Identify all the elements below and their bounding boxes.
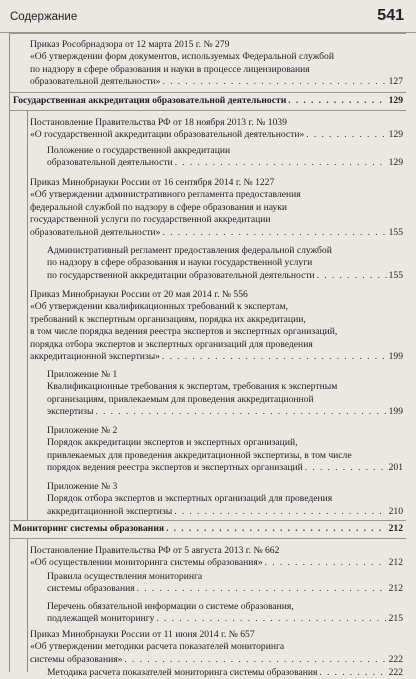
entry-text: образовательной деятельности» <box>30 226 161 238</box>
entry-text: привлекаемых для проведения аккредитационной экспертизы, в том числе <box>47 449 352 461</box>
toc-subentry[interactable] <box>47 245 403 282</box>
entry-text: «Об утверждении форм документов, используемых Федеральной службой <box>30 51 334 63</box>
dot-leader <box>317 270 387 282</box>
entry-text: по государственной аккредитации образовательной деятельности <box>47 269 315 281</box>
entry-text: государственной услуги по государственной аккредитации <box>30 214 271 226</box>
entry-text: образовательной деятельности» <box>30 76 161 88</box>
entry-text: Перечень обязательной информации о системе образования, <box>47 601 294 612</box>
entry-text: Мониторинг системы образования <box>13 523 165 534</box>
dot-leader <box>306 129 386 141</box>
entry-page-number: 222 <box>388 667 403 678</box>
entry-page-number: 155 <box>388 269 403 281</box>
inner-rule <box>27 539 28 672</box>
dot-leader <box>162 227 386 239</box>
entry-text: образовательной деятельности <box>47 157 173 169</box>
dot-leader <box>137 583 387 595</box>
entry-text: по надзору в сфере образования и науки государственной услуги <box>47 257 313 269</box>
dot-leader <box>166 523 387 535</box>
entry-text: «Об осуществлении мониторинга системы образования» <box>30 557 263 569</box>
entry-text: «Об утверждении методики расчета показателей мониторинга <box>30 641 285 653</box>
entry-page-number: 199 <box>388 406 403 418</box>
toc-subentry[interactable] <box>47 601 403 626</box>
outer-rule <box>9 32 10 672</box>
entry-text: федеральной службой по надзору в сфере образования и науки <box>30 201 288 213</box>
entry-text: требований к экспертным организациям, порядка их аккредитации, <box>30 313 306 325</box>
toc-section-heading[interactable] <box>13 523 403 535</box>
entry-page-number: 127 <box>388 76 403 88</box>
entry-text: Приложение № 3 <box>47 481 118 492</box>
dot-leader <box>288 95 386 107</box>
entry-page-number: 212 <box>388 523 403 534</box>
entry-text: Государственная аккредитация образовательной деятельности <box>13 95 287 106</box>
dot-leader <box>156 613 386 625</box>
toc-subentry[interactable] <box>47 425 403 475</box>
dot-leader <box>162 76 386 88</box>
entry-text: Порядок аккредитации экспертов и экспертных организаций, <box>47 437 298 449</box>
entry-text: Положение о государственной аккредитации <box>47 145 231 156</box>
entry-text: Приказ Минобрнауки России от 20 мая 2014 г. № 556 <box>30 289 248 300</box>
page-header <box>0 0 416 33</box>
entry-text: «Об утверждении административного регламента предоставления <box>30 189 301 201</box>
entry-text: экспертизы <box>47 406 94 418</box>
toc-subentry[interactable] <box>47 667 403 679</box>
entry-text: «Об утверждении квалификационных требований к экспертам, <box>30 301 288 313</box>
toc-subentry[interactable] <box>47 369 403 419</box>
entry-text: по надзору в сфере образования и науки в процессе лицензирования <box>30 63 310 75</box>
page-number: 541 <box>377 7 404 24</box>
dot-leader <box>265 557 387 569</box>
entry-page-number: 212 <box>388 583 403 595</box>
section-separator <box>9 538 406 539</box>
entry-page-number: 201 <box>388 462 403 474</box>
dot-leader <box>95 406 386 418</box>
section-separator <box>9 92 406 93</box>
entry-text: Приложение № 2 <box>47 425 118 436</box>
entry-text: Квалификационные требования к экспертам, требования к экспертным <box>47 381 338 393</box>
toc-subentry[interactable] <box>47 571 403 596</box>
entry-page-number: 129 <box>388 157 403 169</box>
dot-leader <box>319 667 386 679</box>
entry-text: Приказ Рособрнадзора от 12 марта 2015 г. № 279 <box>30 39 230 50</box>
entry-text: порядка отбора экспертов и экспертных организаций для проведения <box>30 338 313 350</box>
dot-leader <box>175 157 387 169</box>
entry-text: Порядок отбора экспертов и экспертных организаций для проведения <box>47 493 333 505</box>
toc-document-entry[interactable] <box>30 39 403 89</box>
toc-document-entry[interactable] <box>30 289 403 363</box>
entry-page-number: 155 <box>388 226 403 238</box>
entry-page-number: 129 <box>388 129 403 141</box>
dot-leader <box>305 462 387 474</box>
entry-page-number: 199 <box>388 351 403 363</box>
toc-subentry[interactable] <box>47 481 403 518</box>
entry-text: аккредитационной экспертизы» <box>30 351 160 363</box>
dot-leader <box>124 654 386 666</box>
entry-page-number: 210 <box>388 505 403 517</box>
toc-document-entry[interactable] <box>30 629 403 666</box>
toc-subentry[interactable] <box>47 145 403 170</box>
entry-text: системы образования» <box>30 653 123 665</box>
entry-page-number: 222 <box>388 653 403 665</box>
entry-text: Правила осуществления мониторинга <box>47 571 203 582</box>
entry-text: Постановление Правительства РФ от 5 августа 2013 г. № 662 <box>30 545 280 556</box>
toc-document-entry[interactable] <box>30 545 403 570</box>
running-title: Содержание <box>10 11 78 23</box>
entry-text: Приказ Минобрнауки России от 16 сентября 2014 г. № 1227 <box>30 177 275 188</box>
entry-text: Приложение № 1 <box>47 369 118 380</box>
entry-text: подлежащей мониторингу <box>47 613 155 625</box>
entry-text: «О государственной аккредитации образовательной деятельности» <box>30 129 305 141</box>
entry-text: Методика расчета показателей мониторинга системы образования <box>47 667 318 678</box>
entry-text: порядок ведения реестра экспертов и экспертных организаций <box>47 462 303 474</box>
inner-rule <box>27 111 28 520</box>
toc-document-entry[interactable] <box>30 117 403 142</box>
entry-text: Административный регламент предоставления федеральной службой <box>47 245 332 256</box>
entry-text: системы образования <box>47 583 135 595</box>
toc-document-entry[interactable] <box>30 177 403 239</box>
dot-leader <box>174 506 386 518</box>
entry-text: аккредитационной экспертизы <box>47 505 173 517</box>
entry-text: Постановление Правительства РФ от 18 ноября 2013 г. № 1039 <box>30 117 287 128</box>
entry-page-number: 212 <box>388 557 403 569</box>
section-separator <box>9 520 406 521</box>
entry-text: в том числе порядка ведения реестра экспертов и экспертных организаций, <box>30 326 338 338</box>
section-separator <box>9 110 406 111</box>
dot-leader <box>162 351 387 363</box>
header-separator <box>9 33 406 34</box>
entry-page-number: 129 <box>388 95 403 106</box>
entry-text: Приказ Минобрнауки России от 11 июня 2014 г. № 657 <box>30 629 255 640</box>
entry-page-number: 215 <box>388 613 403 625</box>
toc-section-heading[interactable] <box>13 95 403 107</box>
entry-text: организациям, привлекаемым для проведения аккредитационной <box>47 393 314 405</box>
